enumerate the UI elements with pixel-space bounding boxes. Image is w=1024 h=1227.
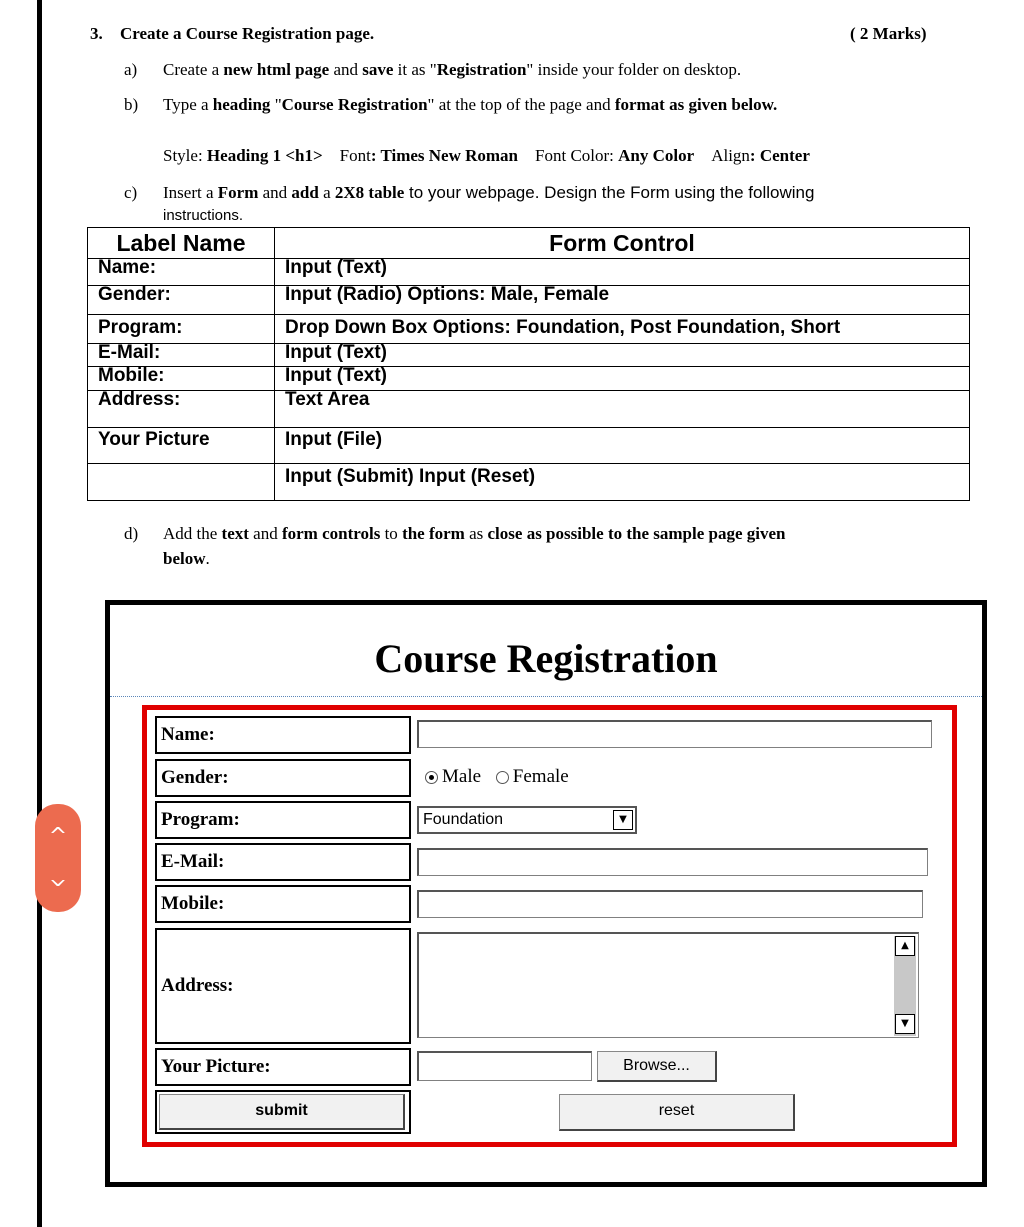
step-a-letter: a) [124,60,138,79]
step-c-text-cont: instructions. [163,207,244,224]
reset-button[interactable]: reset [559,1094,795,1131]
scroll-down-icon[interactable]: ▼ [895,1014,915,1034]
sample-page-frame [105,600,987,1187]
mobile-input[interactable] [417,890,923,918]
scroll-up-icon[interactable]: ▲ [895,936,915,956]
female-radio[interactable] [496,771,509,784]
table-row: Input (Submit) Input (Reset) [88,464,970,501]
table-row: Address: Text Area [88,391,970,428]
step-a-text: Create a new html page and save it as "Registration" inside your folder on desktop. [163,60,742,79]
chevron-up-icon[interactable]: ^ [48,824,68,849]
label-mobile: Mobile: [155,885,411,923]
sample-heading: Course Registration [374,636,718,681]
page-scroll-control [35,804,81,912]
table-row: Program: Drop Down Box Options: Foundation, Post Foundation, Short [88,315,970,344]
spec-table-header [88,228,970,259]
question-title: Create a Course Registration page. [120,24,375,43]
label-picture: Your Picture: [155,1048,411,1086]
gender-radio-group [425,766,569,788]
step-b-text: Type a heading "Course Registration" at the top of the page and format as given below. [163,95,778,114]
table-row: E-Mail: Input (Text) [88,344,970,367]
label-gender: Gender: [155,759,411,797]
male-radio[interactable] [425,771,438,784]
question-number: 3. [90,24,103,43]
label-program: Program: [155,801,411,839]
chevron-down-icon[interactable]: ▼ [613,810,633,830]
chevron-down-icon[interactable]: ^ [48,864,68,889]
step-c-letter: c) [124,183,138,202]
step-d-text-cont: below. [163,549,210,568]
divider [110,696,982,697]
spec-table [87,227,970,501]
style-spec-line: Style: Heading 1 <h1> Font: Times New Roman Font Color: Any Color Align: Center [163,146,810,165]
table-row: Name: Input (Text) [88,259,970,286]
submit-cell [155,1090,411,1134]
step-b-letter: b) [124,95,139,114]
label-address: Address: [155,928,411,1044]
label-email: E-Mail: [155,843,411,881]
label-name: Name: [155,716,411,754]
program-selected-value: Foundation [423,811,504,828]
table-row: Your Picture Input (File) [88,428,970,464]
left-margin-bar [37,0,42,1227]
browse-button[interactable]: Browse... [597,1051,717,1082]
scrollbar[interactable] [894,936,916,1036]
step-c-text: Insert a Form and add a 2X8 table to your webpage. Design the Form using the following [163,183,815,202]
spec-header-label: Label Name [88,228,275,259]
step-d-letter: d) [124,524,139,543]
spec-header-control: Form Control [275,228,970,259]
form-border [142,705,957,1147]
submit-button[interactable]: submit [159,1094,405,1130]
male-label: Male [442,766,482,787]
name-input[interactable] [417,720,932,748]
email-input[interactable] [417,848,928,876]
address-textarea[interactable] [417,932,919,1038]
female-label: Female [512,766,569,787]
step-d-text: Add the text and form controls to the form as close as possible to the sample page given [163,524,786,543]
question-marks: ( 2 Marks) [850,24,927,43]
table-row: Gender: Input (Radio) Options: Male, Female [88,286,970,315]
picture-file-input[interactable] [417,1051,592,1081]
table-row: Mobile: Input (Text) [88,367,970,391]
program-select[interactable] [417,806,637,834]
